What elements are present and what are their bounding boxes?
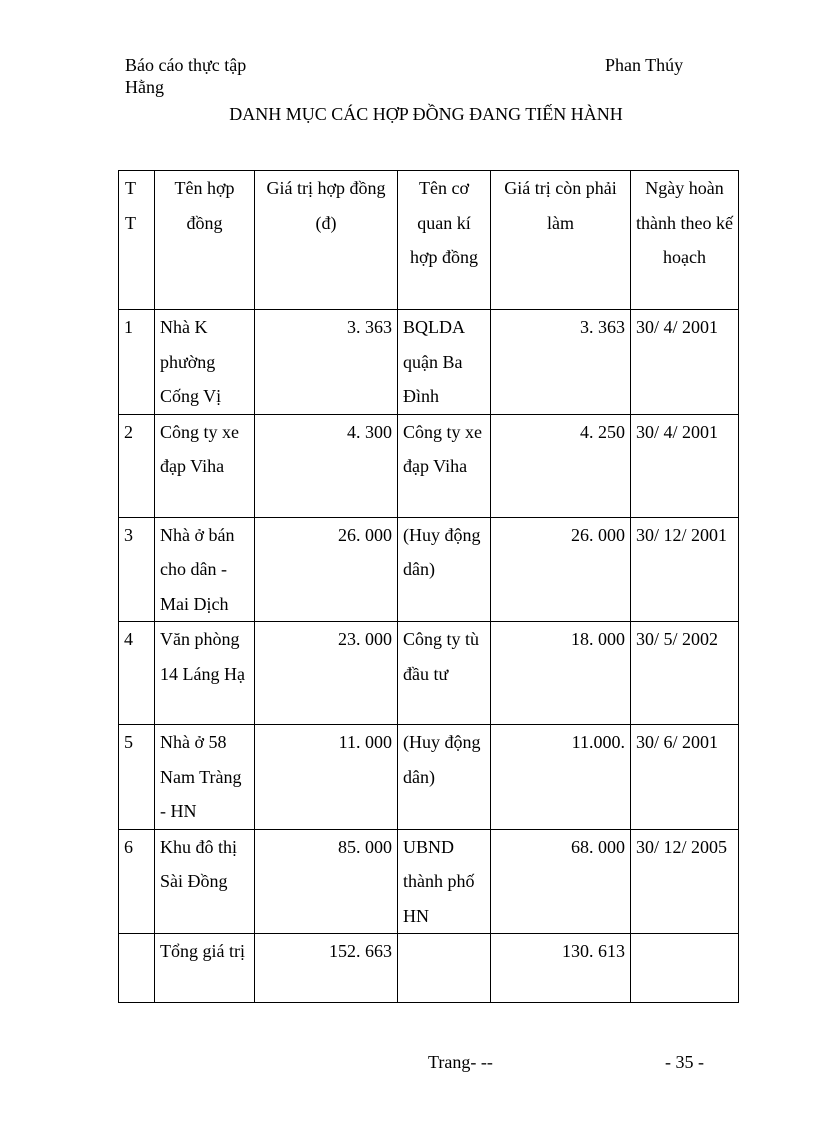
cell-tt: 4 [119,622,155,725]
cell-name: Công ty xe đạp Viha [155,414,255,517]
header-right: Phan Thúy [605,55,684,75]
table-row [119,310,739,415]
cell-tt-empty [119,934,155,1003]
column-header-tt: T T [119,171,155,310]
cell-date: 30/ 4/ 2001 [631,310,739,415]
footer-page-label: Trang- -- [428,1052,493,1072]
cell-date: 30/ 6/ 2001 [631,725,739,830]
cell-total-label: Tổng giá trị [155,934,255,1003]
cell-remaining: 26. 000 [491,517,631,622]
table-row [119,517,739,622]
cell-agency: Công ty tù đầu tư [398,622,491,725]
cell-value: 85. 000 [255,829,398,934]
page-title: DANH MỤC CÁC HỢP ĐỒNG ĐANG TIẾN HÀNH [229,104,623,124]
cell-agency-empty [398,934,491,1003]
column-header-date: Ngày hoàn thành theo kế hoạch [631,171,739,310]
cell-remaining: 3. 363 [491,310,631,415]
cell-total-remaining: 130. 613 [491,934,631,1003]
column-header-value: Giá trị hợp đồng (đ) [255,171,398,310]
cell-name: Văn phòng 14 Láng Hạ [155,622,255,725]
cell-value: 26. 000 [255,517,398,622]
cell-name: Nhà ở bán cho dân - Mai Dịch [155,517,255,622]
column-header-agency: Tên cơ quan kí hợp đồng [398,171,491,310]
cell-remaining: 11.000. [491,725,631,830]
cell-value: 4. 300 [255,414,398,517]
column-header-remaining: Giá trị còn phải làm [491,171,631,310]
cell-date: 30/ 4/ 2001 [631,414,739,517]
header-left-line1: Báo cáo thực tập [125,55,247,75]
table-total-row [119,934,739,1003]
column-header-name: Tên hợp đồng [155,171,255,310]
table-header-row [119,171,739,310]
cell-tt: 1 [119,310,155,415]
cell-tt: 2 [119,414,155,517]
cell-date: 30/ 5/ 2002 [631,622,739,725]
table-row [119,829,739,934]
cell-date: 30/ 12/ 2005 [631,829,739,934]
cell-date: 30/ 12/ 2001 [631,517,739,622]
cell-name: Nhà K phường Cống Vị [155,310,255,415]
table-row [119,725,739,830]
cell-tt: 5 [119,725,155,830]
contracts-table [118,170,739,1003]
cell-tt: 6 [119,829,155,934]
cell-agency: UBND thành phố HN [398,829,491,934]
cell-agency: (Huy động dân) [398,725,491,830]
cell-remaining: 4. 250 [491,414,631,517]
cell-agency: (Huy động dân) [398,517,491,622]
cell-agency: Công ty xe đạp Viha [398,414,491,517]
cell-date-empty [631,934,739,1003]
cell-remaining: 18. 000 [491,622,631,725]
header-left-line2: Hằng [125,77,164,97]
cell-value: 11. 000 [255,725,398,830]
cell-name: Khu đô thị Sài Đồng [155,829,255,934]
cell-agency: BQLDA quận Ba Đình [398,310,491,415]
table-row [119,622,739,725]
cell-value: 23. 000 [255,622,398,725]
table-row [119,414,739,517]
cell-remaining: 68. 000 [491,829,631,934]
cell-value: 3. 363 [255,310,398,415]
cell-total-value: 152. 663 [255,934,398,1003]
cell-name: Nhà ở 58 Nam Tràng - HN [155,725,255,830]
cell-tt: 3 [119,517,155,622]
footer-page-number: - 35 - [665,1052,704,1072]
table-body [119,310,739,1003]
